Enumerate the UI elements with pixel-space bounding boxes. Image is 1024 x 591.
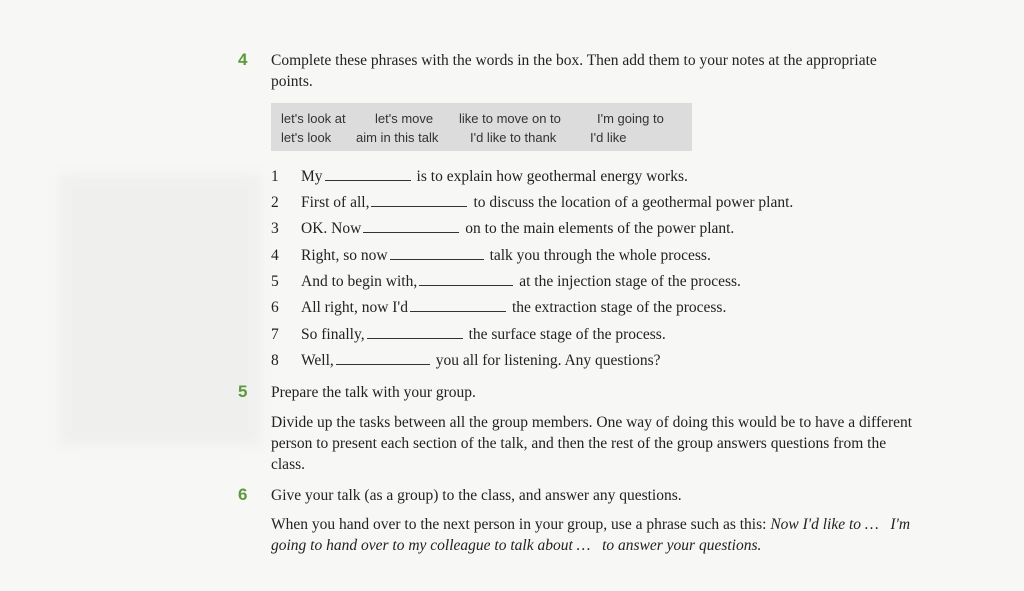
exercise-item (271, 298, 726, 318)
answer-blank[interactable] (363, 220, 459, 233)
word-box-item: let's look (281, 130, 332, 145)
item-number: 2 (271, 194, 279, 211)
item-number: 6 (271, 299, 279, 316)
answer-blank[interactable] (371, 194, 467, 207)
item-text-after: the surface stage of the process. (468, 326, 666, 343)
exercise-6-number: 6 (238, 485, 248, 504)
item-number: 7 (271, 326, 279, 343)
item-text-after: talk you through the whole process. (489, 247, 711, 264)
answer-blank[interactable] (325, 168, 411, 181)
exercise-5-instruction: Prepare the talk with your group. (271, 384, 476, 401)
exercise-item (271, 167, 688, 187)
item-text-after: at the injection stage of the process. (519, 273, 741, 290)
item-text-before: Right, so now (301, 247, 388, 264)
exercise-5-body: Divide up the tasks between all the group members. One way of doing this would be to have a different person to present each section of the talk, and then the rest of the group answers questions from the class. (271, 414, 913, 473)
exercise-item (271, 272, 741, 292)
word-box-item: I'm going to (597, 111, 664, 126)
item-text-after: you all for listening. Any questions? (435, 352, 661, 369)
exercise-5-number: 5 (238, 382, 248, 401)
word-box-item: aim in this talk (356, 130, 439, 145)
exercise-4-instruction: Complete these phrases with the words in the box. Then add them to your notes at the appropriate points. (271, 52, 877, 90)
answer-blank[interactable] (367, 326, 463, 339)
answer-blank[interactable] (336, 352, 430, 365)
word-box-item: I'd like (590, 130, 627, 145)
answer-blank[interactable] (419, 273, 513, 286)
item-text-after: the extraction stage of the process. (511, 299, 727, 316)
item-text-before: And to begin with, (301, 273, 418, 290)
example-phrase: Now I'd like to … (770, 516, 879, 533)
exercise-item (271, 351, 661, 371)
item-text-after: on to the main elements of the power plant. (465, 220, 735, 237)
example-phrase: I'm going to hand over to my colleague to talk about … (271, 516, 911, 554)
word-box-item: let's look at (281, 111, 346, 126)
example-phrase: to answer your questions. (602, 537, 762, 554)
exercise-4-number: 4 (238, 50, 248, 69)
word-box-item: let's move (375, 111, 434, 126)
answer-blank[interactable] (410, 299, 506, 312)
item-number: 1 (271, 168, 279, 185)
exercise-6-body-text: When you hand over to the next person in your group, use a phrase such as this: (271, 516, 767, 533)
exercise-item (271, 193, 793, 213)
word-box-item: like to move on to (459, 111, 561, 126)
exercise-item (271, 219, 734, 239)
item-text-before: First of all, (301, 194, 370, 211)
item-number: 8 (271, 352, 279, 369)
item-text-after: to discuss the location of a geothermal power plant. (473, 194, 794, 211)
item-text-before: Well, (301, 352, 334, 369)
exercise-item (271, 246, 711, 266)
exercise-item (271, 325, 666, 345)
item-number: 5 (271, 273, 279, 290)
item-number: 3 (271, 220, 279, 237)
word-box-item: I'd like to thank (470, 130, 557, 145)
answer-blank[interactable] (390, 247, 484, 260)
item-text-before: My (301, 168, 323, 185)
item-text-before: All right, now I'd (301, 299, 408, 316)
item-text-before: OK. Now (301, 220, 362, 237)
item-text-before: So finally, (301, 326, 365, 343)
item-number: 4 (271, 247, 279, 264)
exercise-6-body (271, 514, 921, 556)
exercise-6-instruction: Give your talk (as a group) to the class, and answer any questions. (271, 487, 682, 504)
item-text-after: is to explain how geothermal energy works. (416, 168, 688, 185)
word-box (271, 103, 692, 151)
